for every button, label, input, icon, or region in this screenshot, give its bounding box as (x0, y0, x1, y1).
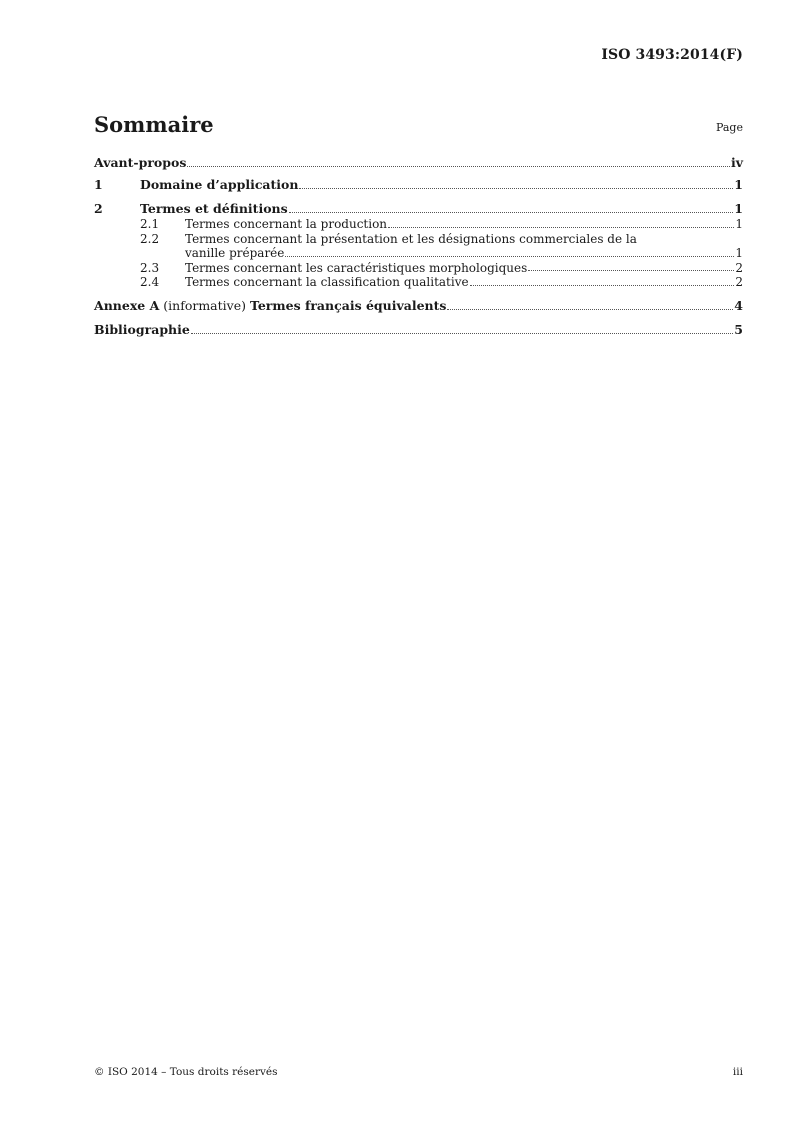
toc-entry-number: 2.2 (140, 231, 160, 246)
toc-entry-label: Termes concernant les caractéristiques morphologiques (185, 260, 528, 275)
dot-leader (299, 188, 733, 189)
toc-entry-page: 1 (735, 246, 743, 260)
table-of-contents (94, 155, 743, 338)
toc-entry-bibliographie[interactable] (94, 322, 743, 338)
dot-leader (447, 309, 733, 310)
toc-entry-number: 2.4 (140, 275, 160, 289)
toc-entry-label: Avant-propos (94, 155, 187, 170)
toc-subentry-2-2[interactable] (94, 232, 743, 247)
toc-entry-page: 5 (734, 321, 743, 337)
toc-entry-page: iv (730, 155, 743, 170)
toc-entry-number: 1 (94, 177, 103, 192)
copyright-notice: © ISO 2014 – Tous droits réservés (94, 1066, 278, 1078)
dot-leader (285, 256, 734, 257)
toc-entry-number: 2.3 (140, 260, 160, 275)
toc-entry-label: Termes concernant la classification qualitative (185, 275, 469, 289)
toc-entry-label: Termes concernant la production (185, 217, 388, 231)
toc-entry-label: Domaine d’application (140, 177, 299, 192)
toc-entry-number: 2.1 (140, 217, 160, 231)
dot-leader (470, 285, 735, 286)
toc-entry-page: 4 (734, 297, 743, 313)
toc-header (94, 112, 743, 142)
page-column-label: Page (715, 121, 743, 134)
page-number: iii (732, 1066, 743, 1078)
dot-leader (187, 166, 730, 167)
toc-entry-page: 1 (735, 217, 743, 231)
annex-prefix: Annexe A (94, 297, 160, 313)
dot-leader (388, 227, 734, 228)
toc-entry-label: Bibliographie (94, 321, 190, 337)
toc-subentry-2-4[interactable] (94, 275, 743, 290)
toc-entry-annexe-a[interactable] (94, 298, 743, 314)
toc-entry-termes[interactable] (94, 201, 743, 217)
toc-entry-label: Termes et définitions (140, 201, 288, 216)
toc-entry-number: 2 (94, 201, 103, 216)
toc-subentry-2-3[interactable] (94, 261, 743, 276)
annex-title: Termes français équivalents (249, 297, 447, 313)
toc-entry-page: 1 (734, 177, 743, 192)
toc-subentry-2-1[interactable] (94, 217, 743, 232)
dot-leader (191, 333, 733, 334)
toc-entry-label-line2: vanille préparée (185, 246, 285, 260)
toc-subentry-2-2-continued[interactable] (94, 246, 743, 261)
dot-leader (528, 270, 734, 271)
toc-title: Sommaire (94, 112, 214, 137)
toc-entry-label (94, 298, 446, 314)
annex-qualifier: (informative) (163, 297, 246, 313)
toc-entry-label-line1: Termes concernant la présentation et les désignations commerciales de la (185, 231, 637, 246)
document-id: ISO 3493:2014(F) (601, 47, 743, 63)
toc-entry-avant-propos[interactable] (94, 155, 743, 171)
toc-entry-page: 2 (735, 275, 743, 289)
toc-entry-page: 1 (734, 201, 743, 216)
toc-entry-page: 2 (735, 260, 743, 275)
toc-entry-domaine[interactable] (94, 177, 743, 193)
dot-leader (289, 212, 734, 213)
